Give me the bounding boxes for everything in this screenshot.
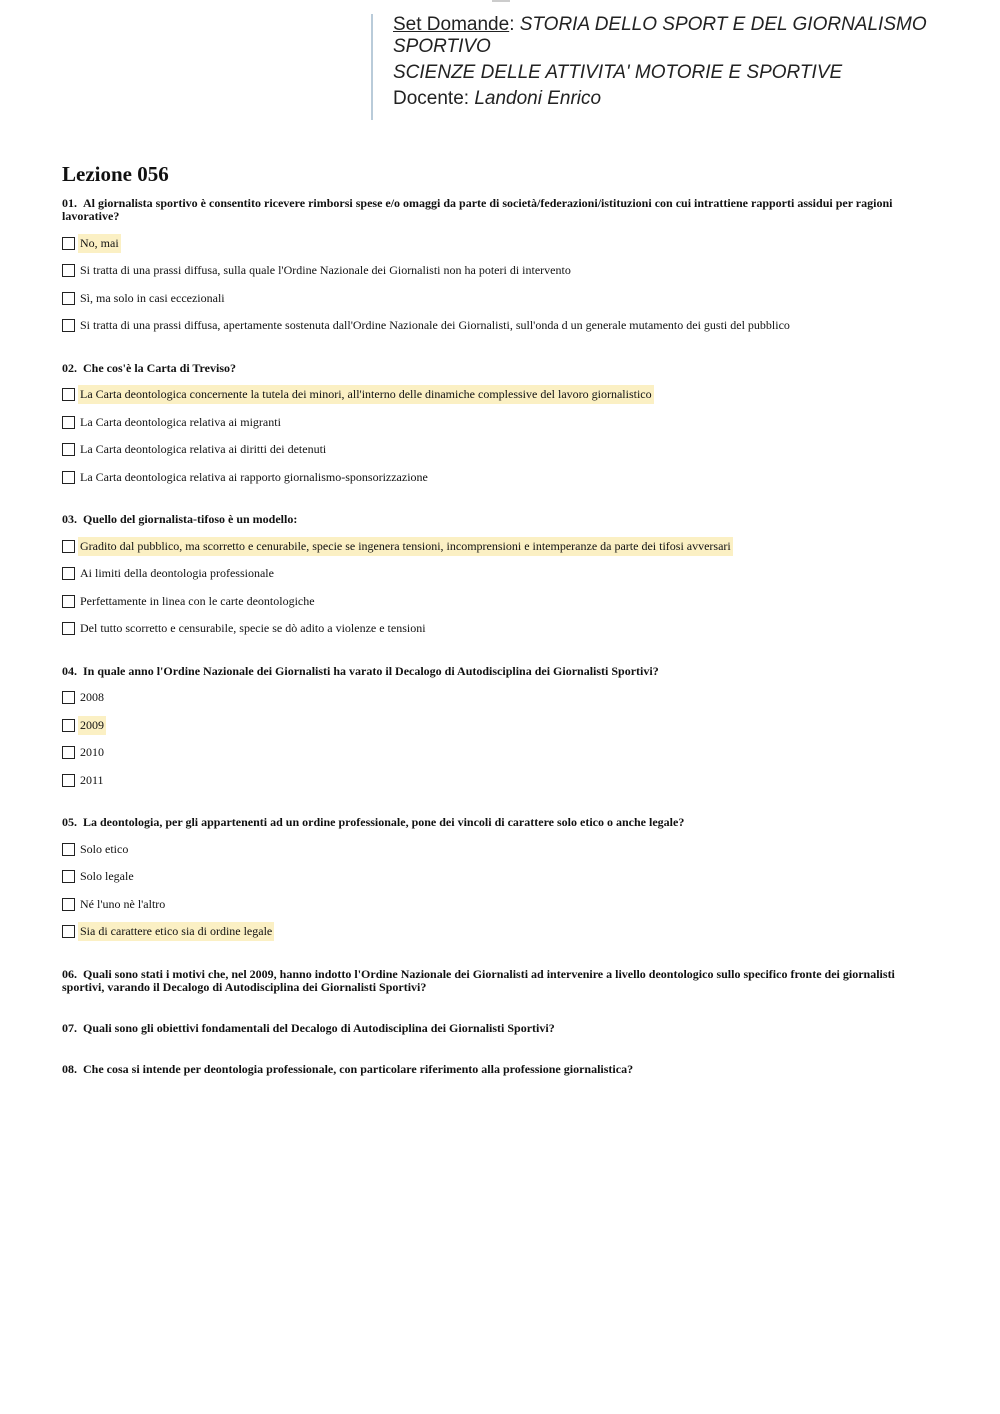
question-text [62, 197, 917, 223]
question-number: 02. [62, 360, 77, 375]
checkbox[interactable] [62, 237, 75, 250]
answer-option[interactable] [62, 412, 917, 432]
answer-text: Ai limiti della deontologia professionale [80, 566, 274, 580]
checkbox[interactable] [62, 691, 75, 704]
question-label: Quali sono gli obiettivi fondamentali del Decalogo di Autodisciplina dei Giornalisti Sportivi? [83, 1020, 555, 1035]
answer-text: La Carta deontologica relativa ai diritti dei detenuti [80, 442, 327, 456]
questions-list [62, 197, 917, 1104]
correct-answer-text: La Carta deontologica concernente la tutela dei minori, all'interno delle dinamiche complessive del lavoro giornalistico [78, 385, 654, 404]
question-number: 04. [62, 663, 77, 678]
open-question [62, 1063, 917, 1076]
course-title-line2: SPORTIVO [393, 36, 491, 57]
question-label: Che cos'è la Carta di Treviso? [83, 360, 236, 375]
correct-answer-text: No, mai [78, 234, 121, 253]
question-text [62, 513, 917, 526]
checkbox[interactable] [62, 870, 75, 883]
open-question [62, 968, 917, 994]
course-header [371, 14, 971, 120]
course-title-line2-row [393, 36, 971, 58]
top-mark [492, 0, 510, 2]
answer-option[interactable] [62, 867, 917, 887]
checkbox[interactable] [62, 898, 75, 911]
checkbox[interactable] [62, 388, 75, 401]
question-label: Quello del giornalista-tifoso è un modello: [83, 512, 298, 526]
answer-option[interactable] [62, 839, 917, 859]
correct-answer-text: 2009 [78, 716, 106, 735]
answer-option[interactable] [62, 715, 917, 735]
answer-text: Si tratta di una prassi diffusa, apertamente sostenuta dall'Ordine Nazionale dei Giornalisti, sull'onda d un generale mutamento dei gusti del pubblico [80, 318, 790, 332]
question-number: 07. [62, 1020, 77, 1035]
checkbox[interactable] [62, 264, 75, 277]
question-number: 03. [62, 512, 77, 526]
checkbox[interactable] [62, 567, 75, 580]
answer-option[interactable] [62, 770, 917, 790]
answer-options [62, 536, 917, 639]
answer-options [62, 385, 917, 488]
answer-option[interactable] [62, 316, 917, 336]
answer-option[interactable] [62, 922, 917, 942]
answer-text: La Carta deontologica relativa ai rapporto giornalismo-sponsorizzazione [80, 469, 428, 484]
checkbox[interactable] [62, 416, 75, 429]
checkbox[interactable] [62, 746, 75, 759]
question-number: 05. [62, 815, 77, 829]
answer-text: 2008 [80, 690, 104, 704]
docente-name: Landoni Enrico [474, 88, 602, 109]
question-label: Al giornalista sportivo è consentito ricevere rimborsi spese e/o omaggi da parte di società/federazioni/istituzioni con cui intrattiene rapporti assidui per ragioni lavorative? [62, 196, 893, 223]
open-question [62, 1022, 917, 1035]
checkbox[interactable] [62, 443, 75, 456]
question-label: Che cosa si intende per deontologia professionale, con particolare riferimento alla professione giornalistica? [83, 1061, 634, 1076]
checkbox[interactable] [62, 292, 75, 305]
answer-option[interactable] [62, 894, 917, 914]
checkbox[interactable] [62, 595, 75, 608]
checkbox[interactable] [62, 719, 75, 732]
answer-text: Si tratta di una prassi diffusa, sulla quale l'Ordine Nazionale dei Giornalisti non ha poteri di intervento [80, 263, 571, 277]
docente-line [393, 88, 971, 110]
set-domande-colon: : [509, 14, 515, 35]
answer-text: La Carta deontologica relativa ai migranti [80, 414, 281, 429]
question-number: 08. [62, 1061, 77, 1076]
answer-text: Solo legale [80, 869, 134, 883]
answer-option[interactable] [62, 467, 917, 487]
answer-option[interactable] [62, 385, 917, 405]
course-title-line1: STORIA DELLO SPORT E DEL GIORNALISMO [519, 14, 927, 35]
question-text [62, 665, 917, 678]
checkbox[interactable] [62, 925, 75, 938]
set-domande-label: Set Domande [393, 14, 510, 35]
checkbox[interactable] [62, 319, 75, 332]
answer-text: 2010 [80, 745, 104, 759]
answer-options [62, 839, 917, 942]
answer-text: Sì, ma solo in casi eccezionali [80, 290, 225, 305]
answer-option[interactable] [62, 688, 917, 708]
answer-text: Perfettamente in linea con le carte deontologiche [80, 593, 315, 608]
checkbox[interactable] [62, 540, 75, 553]
answer-option[interactable] [62, 288, 917, 308]
checkbox[interactable] [62, 843, 75, 856]
set-domande-line [393, 14, 971, 36]
correct-answer-text: Gradito dal pubblico, ma scorretto e cenurabile, specie se ingenera tensioni, incomprensioni e intemperanze da parte dei tifosi avversari [78, 537, 733, 556]
degree-name: SCIENZE DELLE ATTIVITA' MOTORIE E SPORTIVE [393, 62, 843, 83]
answer-text: Né l'uno nè l'altro [80, 896, 166, 911]
correct-answer-text: Sia di carattere etico sia di ordine legale [78, 922, 274, 941]
degree-line [393, 62, 971, 84]
answer-option[interactable] [62, 619, 917, 639]
lesson-title: Lezione 056 [62, 162, 169, 186]
answer-option[interactable] [62, 743, 917, 763]
answer-option[interactable] [62, 233, 917, 253]
question-number: 06. [62, 966, 77, 981]
question-label: In quale anno l'Ordine Nazionale dei Giornalisti ha varato il Decalogo di Autodisciplina dei Giornalisti Sportivi? [83, 663, 659, 678]
question-label: La deontologia, per gli appartenenti ad un ordine professionale, pone dei vincoli di carattere solo etico o anche legale? [83, 815, 685, 829]
answer-option[interactable] [62, 536, 917, 556]
answer-text: Solo etico [80, 841, 129, 856]
answer-option[interactable] [62, 261, 917, 281]
answer-options [62, 688, 917, 791]
checkbox[interactable] [62, 622, 75, 635]
question-text [62, 816, 917, 829]
checkbox[interactable] [62, 774, 75, 787]
question-number: 01. [62, 196, 77, 210]
answer-option[interactable] [62, 440, 917, 460]
answer-option[interactable] [62, 564, 917, 584]
answer-text: 2011 [80, 772, 104, 787]
checkbox[interactable] [62, 471, 75, 484]
answer-option[interactable] [62, 591, 917, 611]
docente-label: Docente: [393, 88, 470, 109]
answer-text: Del tutto scorretto e censurabile, specie se dò adito a violenze e tensioni [80, 621, 426, 635]
question-label: Quali sono stati i motivi che, nel 2009, hanno indotto l'Ordine Nazionale dei Giornalisti ad intervenire a livello deontologico sullo specifico fronte dei giornalisti sportivi, varando il Decalogo di Autodisciplina dei Giornalisti Sportivi? [62, 966, 895, 994]
question-text [62, 362, 917, 375]
answer-options [62, 233, 917, 336]
